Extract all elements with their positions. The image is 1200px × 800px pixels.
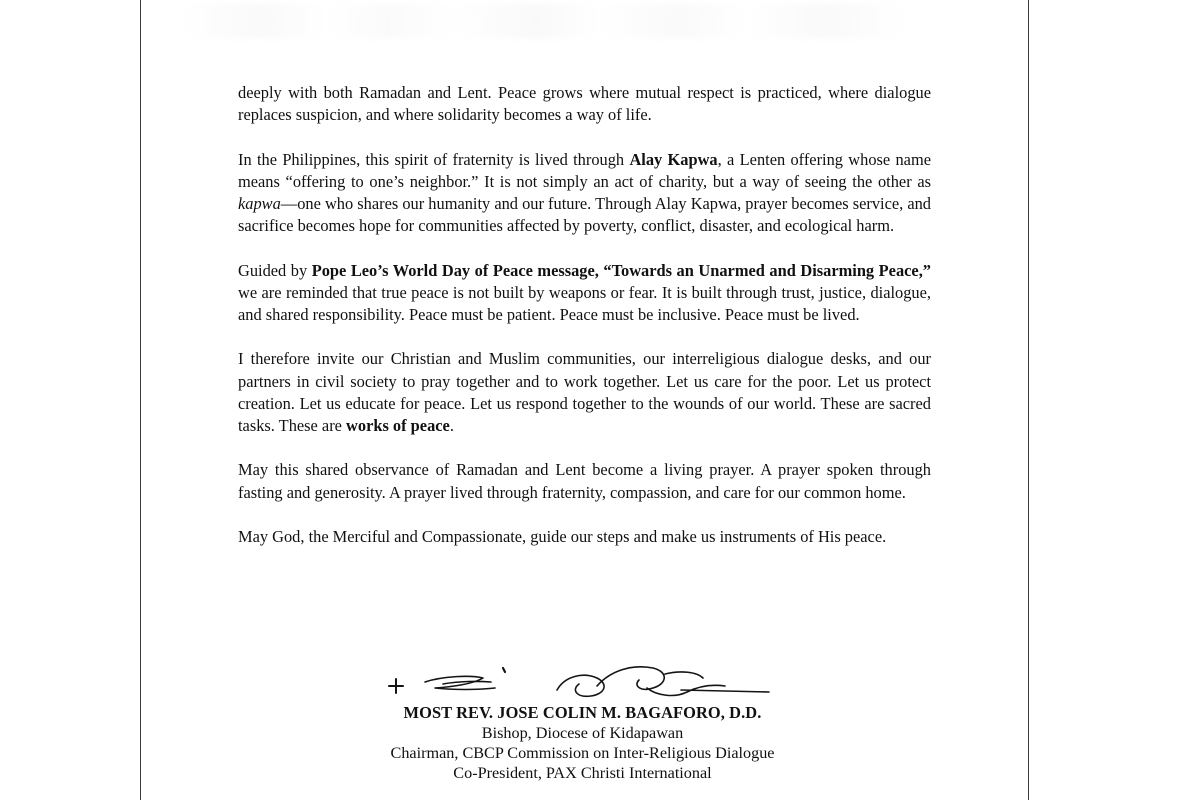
paragraph-4	[238, 348, 931, 437]
alay-kapwa-bold: Alay Kapwa	[629, 149, 718, 169]
signature-block	[300, 703, 865, 783]
signatory-title-2: Chairman, CBCP Commission on Inter-Religious Dialogue	[390, 744, 775, 762]
works-of-peace-bold: works of peace	[346, 416, 450, 435]
paragraph-6-text: May God, the Merciful and Compassionate, guide our steps and make us instruments of His peace.	[238, 526, 887, 546]
paragraph-2	[238, 149, 931, 238]
paragraph-3	[238, 260, 931, 327]
handwritten-signature	[385, 660, 785, 708]
paragraph-2-text-a: In the Philippines, this spirit of fraternity is lived through	[238, 149, 630, 169]
letter-body	[238, 82, 931, 548]
signatory-name: MOST REV. JOSE COLIN M. BAGAFORO, D.D.	[403, 703, 762, 722]
paragraph-6	[238, 526, 931, 548]
signatory-title-1: Bishop, Diocese of Kidapawan	[481, 724, 684, 742]
paragraph-2-text-e: —one who shares our humanity and our future. Through Alay Kapwa, prayer becomes service, and sacrifice becomes hope for communities affected by poverty, conflict, disaster, and ecological harm.	[238, 194, 931, 236]
paragraph-3-text-c: we are reminded that true peace is not built by weapons or fear. It is built through trust, justice, dialogue, and shared responsibility. Peace must be patient. Peace must be inclusive. Peace must be lived.	[238, 282, 931, 324]
paragraph-1-text: deeply with both Ramadan and Lent. Peace grows where mutual respect is practiced, where dialogue replaces suspicion, and where solidarity becomes a way of life.	[238, 83, 931, 125]
kapwa-italic: kapwa	[238, 194, 281, 213]
paragraph-2-text-c: , a Lenten offering whose name means “offering to one’s neighbor.” It is not simply an act of charity, but a way of seeing the other as	[238, 149, 931, 191]
paragraph-5	[238, 459, 931, 503]
signatory-title-3: Co-President, PAX Christi International	[453, 764, 712, 782]
paragraph-4-text-a: I therefore invite our Christian and Muslim communities, our interreligious dialogue desks, and our partners in civil society to pray together and to work together. Let us care for the poor. Let us protect creation. Let us educate for peace. Let us respond together to the wounds of our world. These are sacred tasks. These are	[238, 349, 931, 435]
paragraph-5-text: May this shared observance of Ramadan and Lent become a living prayer. A prayer spoken through fasting and generosity. A prayer lived through fraternity, compassion, and care for our common home.	[238, 460, 931, 502]
paragraph-4-text-c: .	[449, 416, 454, 435]
faded-letterhead	[181, 4, 988, 38]
paragraph-3-text-a: Guided by	[238, 260, 312, 280]
world-day-of-peace-bold: Pope Leo’s World Day of Peace message, “Towards an Unarmed and Disarming Peace,”	[311, 260, 931, 280]
paragraph-1	[238, 82, 931, 126]
